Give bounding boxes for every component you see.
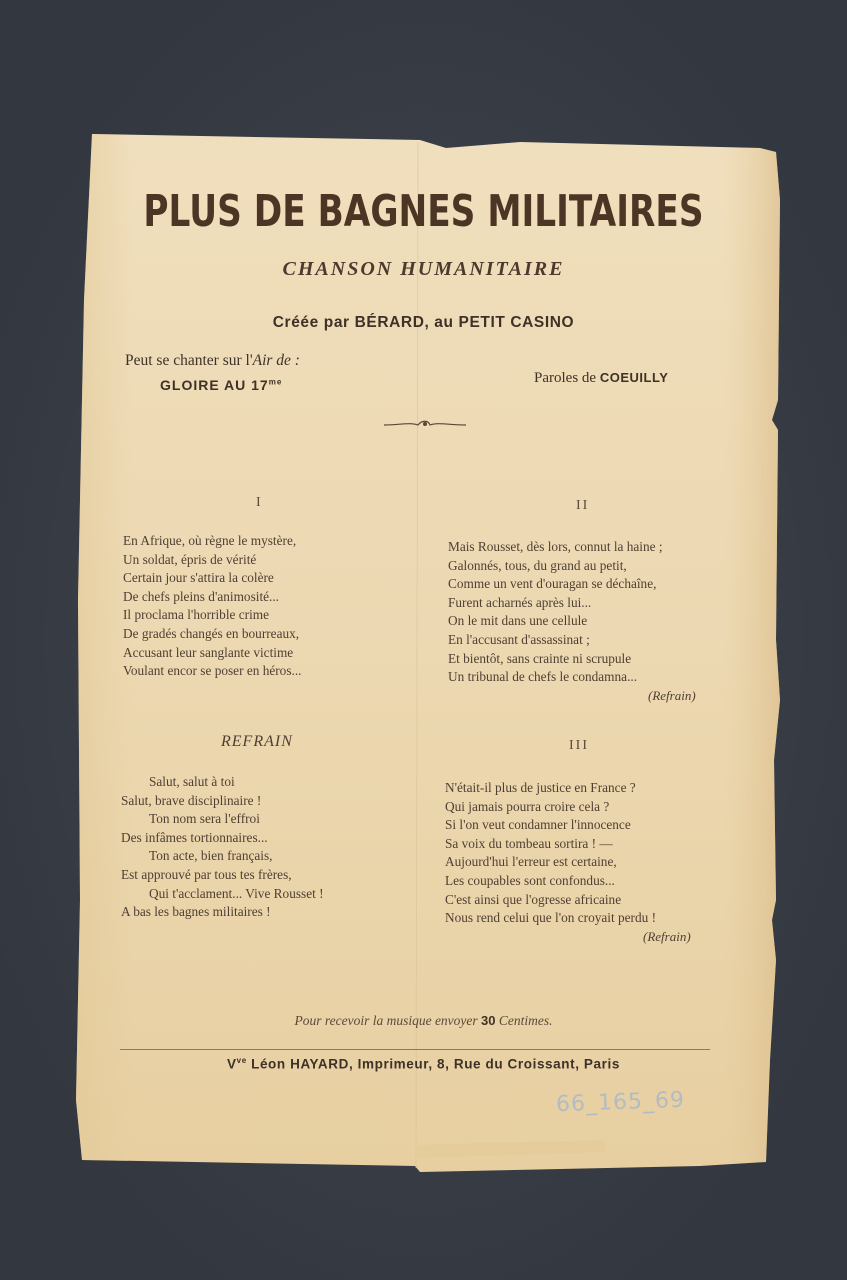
air-intro [125, 352, 300, 370]
refrain-line: Ton acte, bien français, [149, 848, 273, 864]
verse-line: Mais Rousset, dès lors, connut la haine ; [448, 539, 663, 554]
verse-line: C'est ainsi que l'ogresse africaine [445, 891, 622, 907]
printer-imprint [0, 1056, 847, 1072]
verse-line: Galonnés, tous, du grand au petit, [448, 557, 627, 573]
stanza-number-2: II [576, 498, 590, 513]
stanza-1 [123, 532, 301, 681]
music-order-note [0, 1013, 847, 1029]
created-by: Créée par BÉRARD, au PETIT CASINO [272, 314, 575, 331]
verse-line: N'était-il plus de justice en France ? [445, 780, 636, 795]
verse-line: Et bientôt, sans crainte ni scrupule [448, 650, 632, 666]
refrain-line: Des infâmes tortionnaires... [121, 829, 268, 845]
refrain-line: Salut, salut à toi [149, 774, 235, 789]
verse-line: Voulant encor se poser en héros... [123, 663, 302, 679]
verse-line: Certain jour s'attira la colère [123, 570, 274, 586]
song-title: PLUS DE BAGNES MILITAIRES [143, 186, 704, 237]
printer-prefix-sup: ve [236, 1056, 247, 1065]
verse-line: En l'accusant d'assassinat ; [448, 631, 590, 647]
music-note-amount: 30 [481, 1013, 496, 1028]
verse-line: Furent acharnés après lui... [448, 594, 592, 610]
lyrics-credit-prefix: Paroles de [534, 370, 600, 386]
footer-rule [120, 1049, 710, 1050]
stanza-3 [445, 779, 656, 928]
verse-line: Les coupables sont confondus... [445, 872, 615, 888]
refrain-line: A bas les bagnes militaires ! [121, 904, 271, 920]
verse-line: Aujourd'hui l'erreur est certaine, [445, 854, 617, 870]
air-name-sup: me [268, 377, 283, 387]
refrain-line: Salut, brave disciplinaire ! [121, 792, 262, 808]
stanza-2 [448, 538, 663, 687]
refrain-tag-3: (Refrain) [643, 929, 691, 944]
verse-line: Sa voix du tombeau sortira ! — [445, 835, 613, 851]
shelfmark: 66_165_69 [555, 1087, 686, 1118]
verse-line: Qui jamais pourra croire cela ? [445, 798, 610, 814]
lyrics-author: COEUILLY [599, 370, 669, 385]
printer-prefix: V [227, 1056, 237, 1072]
music-note-text: Pour recevoir la musique envoyer [294, 1013, 482, 1028]
verse-line: Comme un vent d'ouragan se déchaîne, [448, 576, 657, 592]
verse-line: De chefs pleins d'animosité... [123, 588, 280, 604]
air-intro-italic: Air de : [252, 352, 300, 369]
refrain-lines [121, 773, 324, 922]
refrain-line: Qui t'acclament... Vive Rousset ! [149, 885, 324, 901]
ornament-divider [380, 416, 470, 432]
verse-line: Accusant leur sanglante victime [123, 644, 294, 660]
verse-line: Il proclama l'horrible crime [123, 607, 270, 623]
verse-line: Si l'on veut condamner l'innocence [445, 817, 631, 833]
stanza-number-1: I [256, 495, 263, 510]
verse-line: Un soldat, épris de vérité [123, 551, 257, 567]
stanza-number-3: III [569, 738, 589, 753]
printer-text: Léon HAYARD, Imprimeur, 8, Rue du Croissant, Paris [246, 1056, 620, 1072]
music-note-unit: Centimes. [495, 1013, 553, 1028]
verse-line: Nous rend celui que l'on croyait perdu ! [445, 910, 657, 926]
verse-line: De gradés changés en bourreaux, [123, 625, 300, 641]
refrain-tag-2: (Refrain) [648, 688, 696, 703]
air-name [160, 377, 282, 393]
refrain-line: Ton nom sera l'effroi [149, 811, 260, 827]
air-intro-plain: Peut se chanter sur l' [125, 352, 253, 369]
verse-line: Un tribunal de chefs le condamna... [448, 669, 638, 685]
verse-line: En Afrique, où règne le mystère, [123, 533, 297, 548]
lyrics-credit [534, 370, 668, 387]
song-subtitle: CHANSON HUMANITAIRE [282, 258, 565, 280]
verse-line: On le mit dans une cellule [448, 613, 588, 629]
refrain-heading: REFRAIN [221, 733, 293, 750]
air-name-text: GLOIRE AU 17 [160, 377, 269, 393]
refrain-line: Est approuvé par tous tes frères, [121, 866, 292, 882]
